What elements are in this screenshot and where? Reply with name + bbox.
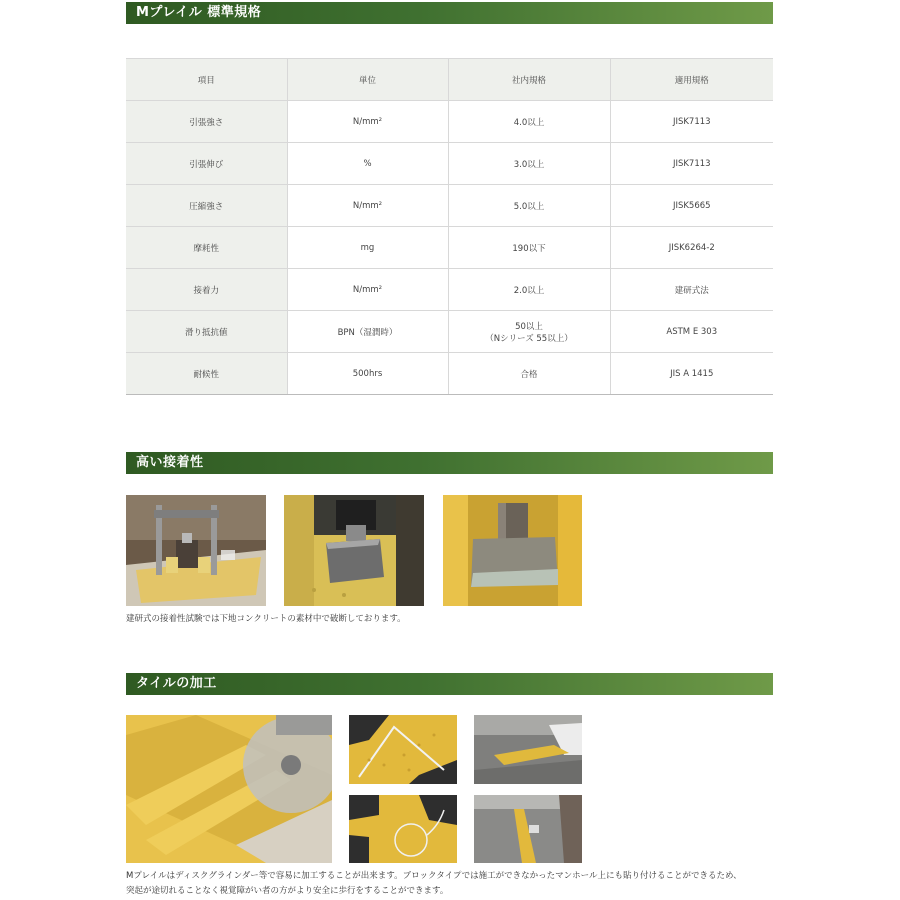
street-tile-photo-1: [474, 715, 582, 784]
table-row: [126, 143, 773, 185]
street-tile-photo-2: [474, 795, 582, 863]
cell-standard: JISK5665: [610, 185, 773, 227]
processing-section-header: [126, 673, 773, 695]
table-row: [126, 227, 773, 269]
cell-internal: 190以下: [448, 227, 610, 269]
cell-standard: JISK6264-2: [610, 227, 773, 269]
cell-standard: JIS A 1415: [610, 353, 773, 395]
cell-unit: %: [287, 143, 448, 185]
spec-section-title: Mプレイル 標準規格: [136, 5, 262, 20]
cell-internal: 合格: [448, 353, 610, 395]
cell-internal: 5.0以上: [448, 185, 610, 227]
cell-unit: 500hrs: [287, 353, 448, 395]
manhole-tile-photo: [349, 795, 457, 863]
processing-caption: [126, 869, 742, 899]
cell-unit: N/mm²: [287, 185, 448, 227]
cell-item: 引張伸び: [126, 143, 287, 185]
adhesion-test-photo-2: [284, 495, 424, 606]
processing-caption-line2: 突起が途切れることなく視覚障がい者の方がより安全に歩行をすることができます。: [126, 886, 449, 896]
slip-value: 50以上: [515, 321, 543, 332]
cell-internal: 2.0以上: [448, 269, 610, 311]
cell-item: 耐候性: [126, 353, 287, 395]
table-header-row: [126, 59, 773, 101]
col-header-item: 項目: [126, 59, 287, 101]
processing-section-title: タイルの加工: [136, 676, 217, 691]
col-header-applied-standard: 適用規格: [610, 59, 773, 101]
table-row: [126, 353, 773, 395]
table-row: [126, 311, 773, 353]
table-row: [126, 101, 773, 143]
table-row: [126, 185, 773, 227]
slip-note: （Nシリーズ 55以上）: [485, 333, 573, 344]
grinder-cutting-photo: [126, 715, 332, 863]
cell-internal: 3.0以上: [448, 143, 610, 185]
cell-item: 滑り抵抗値: [126, 311, 287, 353]
cell-item: 引張強さ: [126, 101, 287, 143]
cell-internal: 4.0以上: [448, 101, 610, 143]
table-row: [126, 269, 773, 311]
cell-unit: BPN（湿潤時）: [287, 311, 448, 353]
adhesion-test-photo-3: [443, 495, 582, 606]
cell-standard: JISK7113: [610, 101, 773, 143]
cell-standard: JISK7113: [610, 143, 773, 185]
adhesion-section-title: 高い接着性: [136, 455, 204, 470]
cell-item: 接着力: [126, 269, 287, 311]
adhesion-caption: 建研式の接着性試験では下地コンクリートの素材中で破断しております。: [126, 614, 406, 624]
adhesion-section-header: [126, 452, 773, 474]
col-header-internal-standard: 社内規格: [448, 59, 610, 101]
cell-standard: ASTM E 303: [610, 311, 773, 353]
spec-section-header: [126, 2, 773, 24]
cell-unit: N/mm²: [287, 269, 448, 311]
cell-standard: 建研式法: [610, 269, 773, 311]
adhesion-test-photo-1: [126, 495, 266, 606]
cell-item: 摩耗性: [126, 227, 287, 269]
cell-unit: mg: [287, 227, 448, 269]
col-header-unit: 単位: [287, 59, 448, 101]
processing-caption-line1: Mプレイルはディスクグラインダー等で容易に加工することが出来ます。ブロックタイプでは施工ができなかったマンホール上にも貼り付けることができるため、: [126, 871, 742, 881]
cell-internal: [448, 311, 610, 353]
cell-unit: N/mm²: [287, 101, 448, 143]
cell-item: 圧縮強さ: [126, 185, 287, 227]
tile-cut-photo-1: [349, 715, 457, 784]
spec-table: [126, 58, 773, 395]
